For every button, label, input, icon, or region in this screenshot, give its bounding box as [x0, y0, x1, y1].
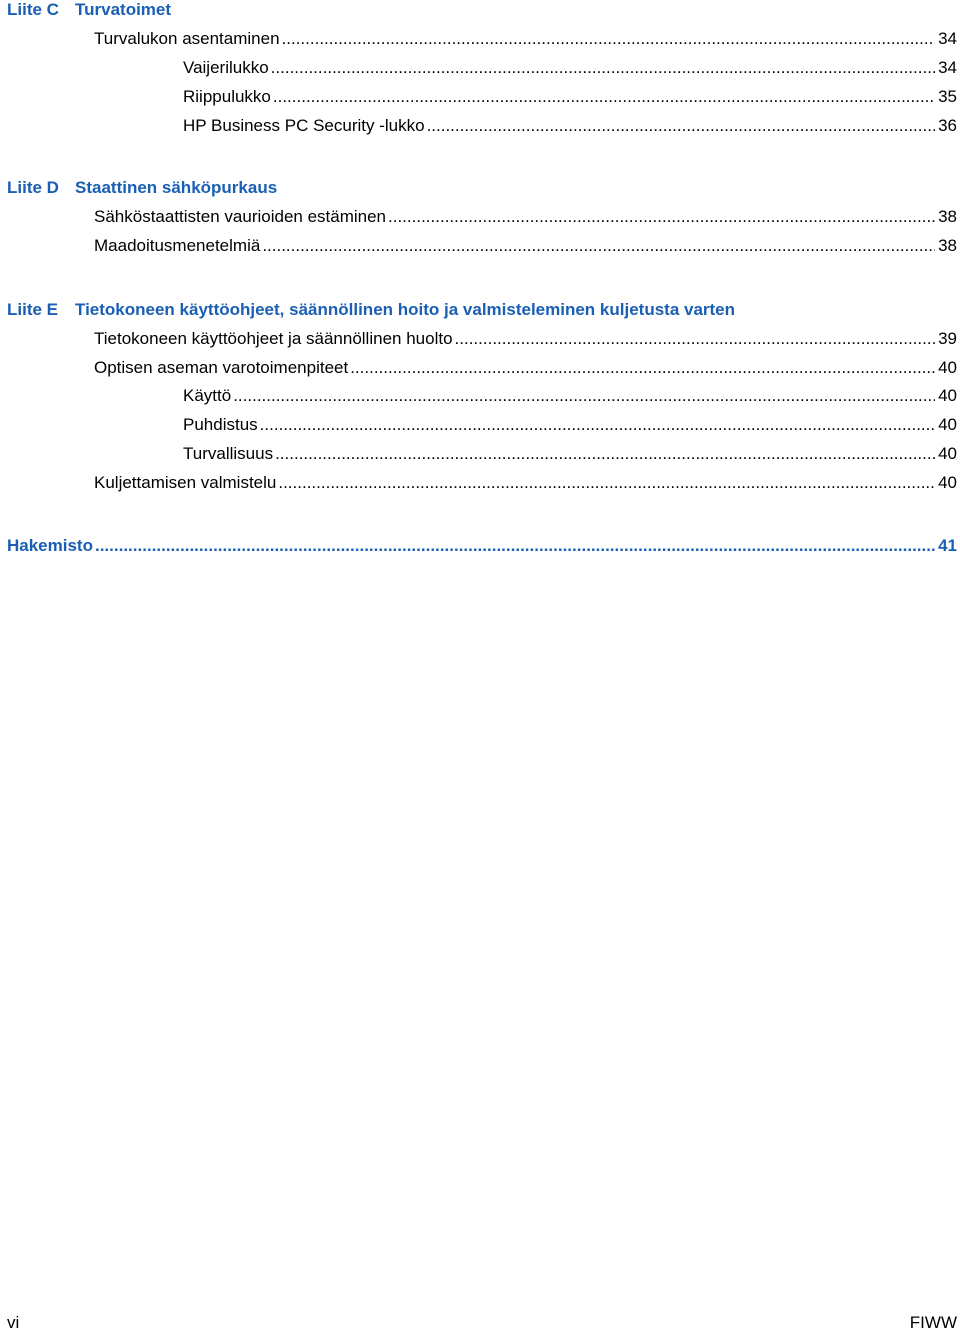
- section-heading-liite-e[interactable]: [7, 300, 735, 320]
- dot-leader: [271, 58, 935, 78]
- toc-entry[interactable]: [183, 116, 957, 136]
- toc-entry[interactable]: [94, 29, 957, 49]
- toc-entry-title: Sähköstaattisten vaurioiden estäminen: [94, 207, 387, 226]
- section-heading-liite-c[interactable]: [7, 0, 171, 20]
- toc-entry[interactable]: [94, 329, 957, 349]
- footer-page-number: vi: [7, 1313, 20, 1332]
- section-prefix: Liite E: [7, 300, 59, 319]
- toc-entry[interactable]: [94, 473, 957, 493]
- toc-entry-title: Turvalukon asentaminen: [94, 29, 280, 48]
- toc-entry-page: 38: [938, 207, 957, 226]
- dot-leader: [233, 386, 935, 406]
- toc-entry-page: 40: [938, 473, 957, 492]
- toc-entry[interactable]: [183, 87, 957, 107]
- toc-entry-page: 40: [938, 358, 957, 377]
- toc-entry-page: 40: [938, 386, 957, 405]
- dot-leader: [388, 207, 935, 227]
- toc-entry-title: HP Business PC Security -lukko: [183, 116, 425, 135]
- toc-entry[interactable]: [94, 236, 957, 256]
- toc-entry-page: 34: [938, 29, 957, 48]
- dot-leader: [427, 116, 936, 136]
- section-title: Turvatoimet: [75, 0, 172, 19]
- toc-entry-page: 36: [938, 116, 957, 135]
- dot-leader: [275, 444, 935, 464]
- toc-entry[interactable]: [94, 358, 957, 378]
- footer-code: FIWW: [909, 1313, 957, 1332]
- toc-entry[interactable]: [94, 207, 957, 227]
- section-title: Tietokoneen käyttöohjeet, säännöllinen hoito ja valmisteleminen kuljetusta varten: [75, 300, 736, 319]
- toc-entry-title: Käyttö: [183, 386, 232, 405]
- toc-entry[interactable]: [183, 415, 957, 435]
- toc-entry-index[interactable]: [7, 536, 957, 556]
- toc-entry-title: Turvallisuus: [183, 444, 274, 463]
- toc-entry-page: 38: [938, 236, 957, 255]
- toc-entry-page: 40: [938, 444, 957, 463]
- section-prefix: Liite D: [7, 178, 59, 197]
- section-prefix: Liite C: [7, 0, 59, 19]
- toc-entry-title: Maadoitusmenetelmiä: [94, 236, 261, 255]
- dot-leader: [282, 29, 936, 49]
- toc-entry-title: Hakemisto: [7, 536, 93, 555]
- dot-leader: [278, 473, 935, 493]
- dot-leader: [350, 358, 935, 378]
- toc-entry-title: Tietokoneen käyttöohjeet ja säännöllinen huolto: [94, 329, 453, 348]
- section-heading-liite-d[interactable]: [7, 178, 277, 198]
- toc-entry-title: Riippulukko: [183, 87, 271, 106]
- dot-leader: [262, 236, 935, 256]
- toc-entry[interactable]: [183, 444, 957, 464]
- toc-entry[interactable]: [183, 386, 957, 406]
- toc-entry-title: Vaijerilukko: [183, 58, 269, 77]
- toc-entry-page: 39: [938, 329, 957, 348]
- toc-entry-title: Optisen aseman varotoimenpiteet: [94, 358, 349, 377]
- dot-leader: [455, 329, 936, 349]
- toc-entry-page: 41: [938, 536, 957, 555]
- dot-leader: [260, 415, 935, 435]
- toc-entry[interactable]: [183, 58, 957, 78]
- toc-entry-title: Kuljettamisen valmistelu: [94, 473, 277, 492]
- toc-entry-page: 40: [938, 415, 957, 434]
- toc-entry-page: 34: [938, 58, 957, 77]
- toc-entry-title: Puhdistus: [183, 415, 258, 434]
- dot-leader: [95, 536, 935, 556]
- toc-entry-page: 35: [938, 87, 957, 106]
- dot-leader: [273, 87, 935, 107]
- section-title: Staattinen sähköpurkaus: [75, 178, 278, 197]
